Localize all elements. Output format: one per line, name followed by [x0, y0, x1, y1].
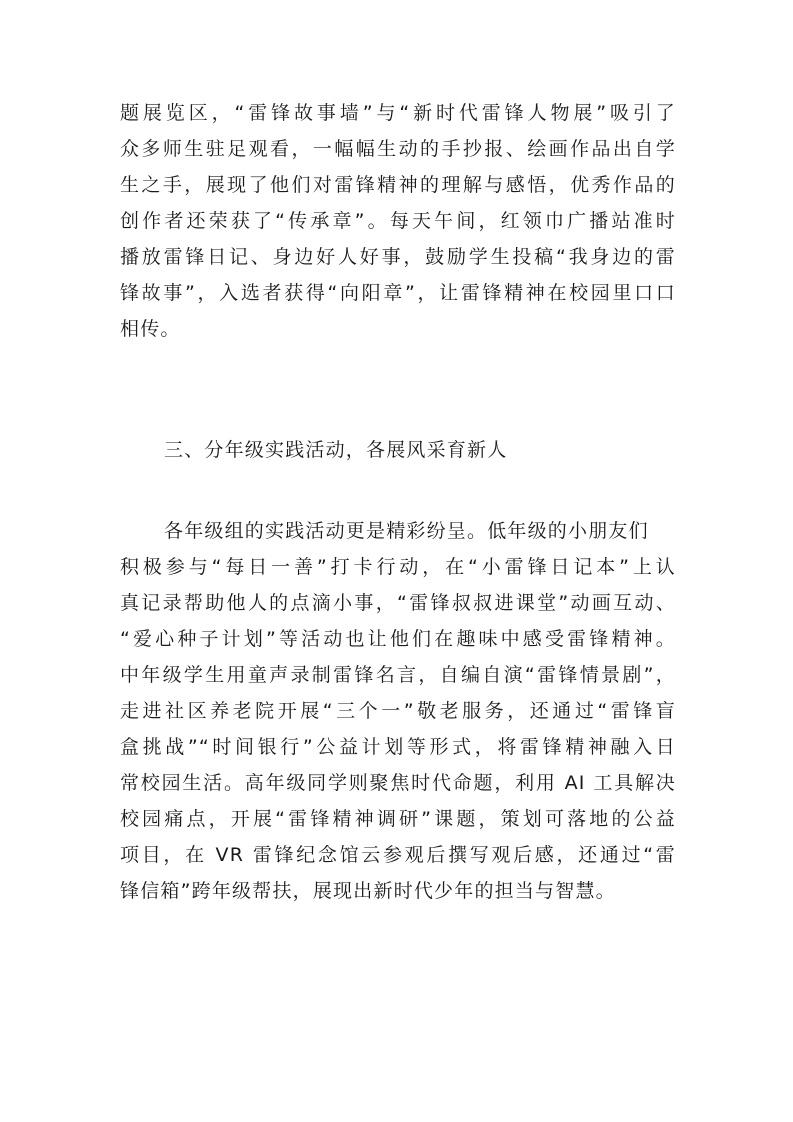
paragraph-line: 众多师生驻足观看，一幅幅生动的手抄报、绘画作品出自学	[120, 138, 676, 160]
paragraph-line: 项目，在 VR 雷锋纪念馆云参观后撰写观后感，还通过“雷	[120, 844, 676, 866]
paragraph-line: 题展览区，“雷锋故事墙”与“新时代雷锋人物展”吸引了	[120, 102, 676, 124]
paragraph-line: 中年级学生用童声录制雷锋名言，自编自演“雷锋情景剧”，	[120, 664, 676, 686]
paragraph-line: 创作者还荣获了“传承章”。每天午间，红领巾广播站准时	[120, 210, 676, 232]
paragraph-line: 锋信箱”跨年级帮扶，展现出新时代少年的担当与智慧。	[120, 880, 616, 902]
paragraph-line: 真记录帮助他人的点滴小事，“雷锋叔叔进课堂”动画互动、	[120, 592, 676, 614]
paragraph-line: 锋故事”，入选者获得“向阳章”，让雷锋精神在校园里口口	[120, 282, 676, 304]
paragraph-line: 常校园生活。高年级同学则聚焦时代命题，利用 AI 工具解决	[120, 772, 676, 794]
paragraph-line: 积极参与“每日一善”打卡行动，在“小雷锋日记本”上认	[120, 556, 676, 578]
paragraph-line: “爱心种子计划”等活动也让他们在趣味中感受雷锋精神。	[120, 628, 676, 650]
paragraph-line: 相传。	[120, 318, 181, 340]
section-heading: 三、分年级实践活动，各展风采育新人	[164, 439, 508, 461]
paragraph-line: 盒挑战”“时间银行”公益计划等形式，将雷锋精神融入日	[120, 736, 676, 758]
paragraph-line: 各年级组的实践活动更是精彩纷呈。低年级的小朋友们	[164, 520, 649, 542]
paragraph-line: 校园痛点，开展“雷锋精神调研”课题，策划可落地的公益	[120, 808, 676, 830]
paragraph-line: 播放雷锋日记、身边好人好事，鼓励学生投稿“我身边的雷	[120, 246, 676, 268]
paragraph-line: 走进社区养老院开展“三个一”敬老服务，还通过“雷锋盲	[120, 700, 676, 722]
paragraph-line: 生之手，展现了他们对雷锋精神的理解与感悟，优秀作品的	[120, 174, 676, 196]
